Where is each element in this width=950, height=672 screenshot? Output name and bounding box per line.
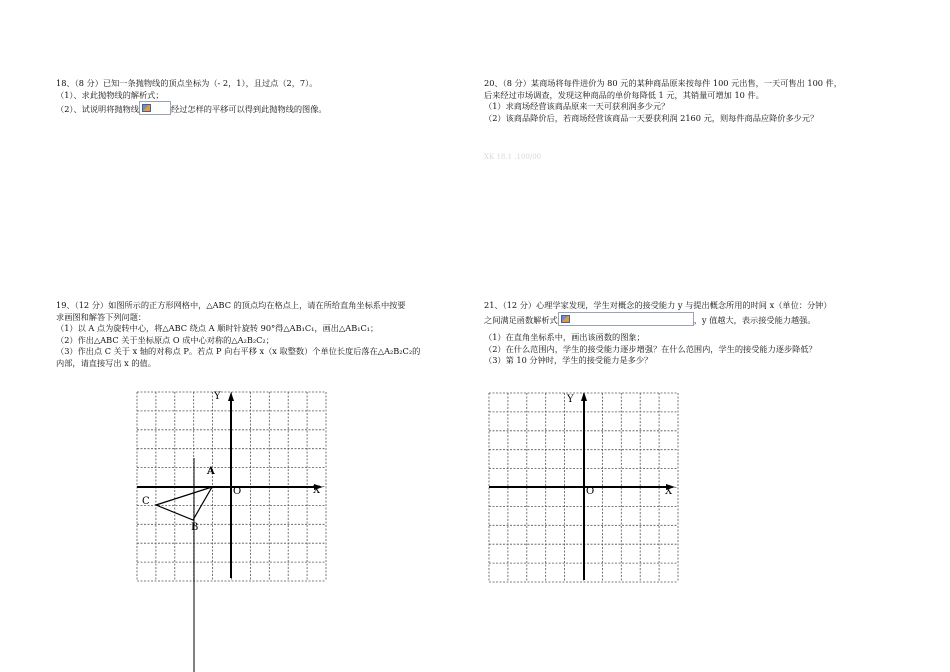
point-b-label: B bbox=[191, 522, 199, 533]
q18-title: 18、（8 分）已知一条抛物线的顶点坐标为（- 2，1），且过点（2，7）。 bbox=[56, 78, 318, 88]
q20-watermark: XK 18.1 .100/00 bbox=[484, 153, 542, 161]
q20-line1: 20、（8 分）某商场将每件进价为 80 元的某种商品原来按每件 100 元出售，一天可售出 100 件， bbox=[484, 78, 842, 88]
q21-x-label: X bbox=[665, 486, 673, 497]
q19-origin-label: O bbox=[233, 486, 242, 497]
q21-part2: （2）在什么范围内，学生的接受能力逐步增强？在什么范围内，学生的接受能力逐步降低？ bbox=[484, 343, 817, 354]
q19-part3-line2: 内部，请直接写出 x 的值。 bbox=[56, 357, 156, 368]
q21-origin-label: O bbox=[586, 486, 595, 497]
q21-line2: 之间满足函数解析式 ，y 值越大，表示接受能力越强。 bbox=[484, 312, 832, 327]
q19-part1: （1）以 A 点为旋转中心，将△ABC 绕点 A 顺时针旋转 90°得△AB₁C₁，画出△AB₁C₁； bbox=[56, 323, 379, 333]
point-a-label: A bbox=[207, 466, 215, 477]
q20-part1: （1）求商场经营该商品原来一天可获利润多少元？ bbox=[484, 101, 670, 111]
q21-part1: （1）在直角坐标系中，画出该函数的图象； bbox=[484, 332, 645, 342]
q19-part3-line1: （3）作出点 C 关于 x 轴的对称点 P。若点 P 向右平移 x（x 取整数）个单位长度后落在△A₂B₂C₂的 bbox=[56, 346, 421, 356]
q20-line2: 后来经过市场调查，发现这种商品的单价每降低 1 元，其销量可增加 10 件。 bbox=[484, 89, 764, 100]
q19-x-label: X bbox=[313, 485, 321, 496]
q19-y-label: Y bbox=[214, 391, 221, 402]
q21-line1: 21、（12 分）心理学家发现，学生对概念的接受能力 y 与提出概念所用的时间 x（单位：分钟） bbox=[484, 300, 832, 310]
q19-line1: 19、（12 分）如图所示的正方形网格中，△ABC 的顶点均在格点上，请在所给直角坐标系中按要 bbox=[56, 300, 406, 310]
point-c-label: C bbox=[142, 496, 150, 507]
q21-y-label: Y bbox=[567, 394, 574, 405]
q20-part2: （2）该商品降价后，若商场经营该商品一天要获利润 2160 元，则每件商品应降价多少元？ bbox=[484, 112, 819, 123]
q19-part2: （2）作出△ABC 关于坐标原点 O 成中心对称的△A₂B₂C₂； bbox=[56, 334, 274, 345]
q18-part1: （1）、求此抛物线的解析式； bbox=[56, 89, 164, 100]
q19-line2: 求画图和解答下列问题： bbox=[56, 311, 147, 322]
q18-part2: （2）、试说明将抛物线 经过怎样的平移可以得到此抛物线的图像。 bbox=[56, 101, 327, 116]
q21-part3: （3）第 10 分钟时，学生的接受能力是多少？ bbox=[484, 355, 653, 365]
